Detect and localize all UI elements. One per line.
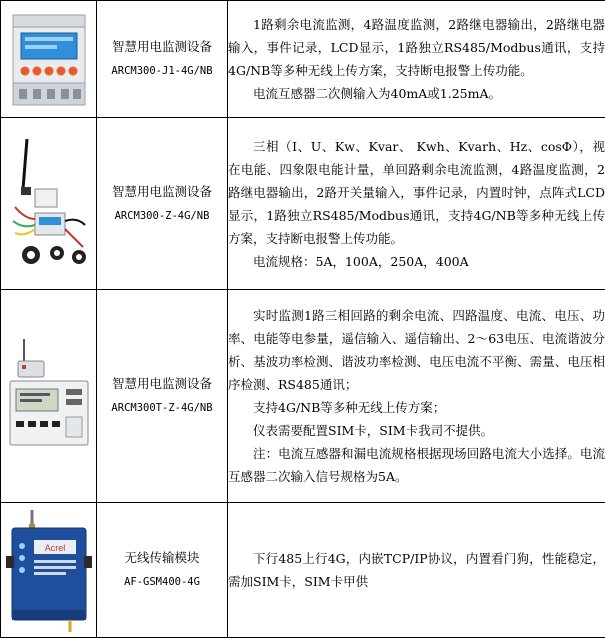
product-name-cell [97,290,228,503]
description-paragraph: 仪表需要配置SIM卡，SIM卡我司不提供。 [253,423,494,438]
product-image-cell [1,1,97,118]
description-paragraph: 下行485上行4G，内嵌TCP/IP协议，内置看门狗，性能稳定，需加SIM卡，SIM卡甲供 [228,551,605,589]
product-image-cell [1,118,97,290]
product-image-cell [1,503,97,638]
description-paragraph: 1路剩余电流监测，4路温度监测，2路继电器输出，2路继电器输入，事件记录，LCD显示，1路独立RS485/Modbus通讯，支持4G/NB等多种无线上传方案，支持断电报警上传功能。 [228,17,605,78]
table-row [1,118,605,290]
gsm-brand-label: Acrel [44,543,65,553]
product-description-cell [228,118,605,290]
product-model: AF-GSM400-4G [124,576,200,588]
description-paragraph: 支持4G/NB等多种无线上传方案； [253,400,446,415]
product-model: ARCM300-J1-4G/NB [111,65,213,77]
product-name-cell [97,118,228,290]
product-image-cell [1,290,97,503]
product-description-cell [228,503,605,638]
gsm-module-icon [4,506,94,634]
table-row [1,503,605,638]
product-model: ARCM300-Z-4G/NB [114,209,210,222]
product-model: ARCM300T-Z-4G/NB [111,402,213,414]
description-paragraph: 实时监测1路三相回路的剩余电流、四路温度、电流、电压、功率、电能等电参量，遥信输入、遥信输出、2～63电压、电流谐波分析、基波功率检测、谐波功率检测、电压电流不平衡、需量、电压相序检测、RS485通讯； [228,308,605,392]
table-row [1,290,605,503]
description-paragraph: 注：电流互感器和漏电流规格根据现场回路电流大小选择。电流互感器二次输入信号规格为5A。 [228,446,605,484]
product-name: 智慧用电监测设备 [111,39,212,54]
description-paragraph: 电流规格：5A，100A，250A，400A [253,253,469,269]
wired-meter-kit-icon [5,129,93,279]
description-paragraph: 电流互感器二次侧输入为40mA或1.25mA。 [253,86,501,101]
description-paragraph: 三相（I、U、Kw、Kvar、 Kwh、Kvarh、Hz、cosΦ），视在电能、四象限电能计量，单回路剩余电流监测，4路温度监测，2路继电器输出，2路开关量输入，事件记录，内置时钟，点阵式LCD显示，1路独立RS485/Modbus通讯，支持4G/NB等多种无线上传方案，支持断电报警上传功能。 [228,138,605,246]
din-rail-meter-icon [9,9,89,109]
table-row [1,1,605,118]
product-name-cell [97,1,228,118]
product-name-cell [97,503,228,638]
product-description-cell [228,290,605,503]
product-name: 智慧用电监测设备 [111,183,212,199]
product-name: 无线传输模块 [124,550,200,565]
product-name: 智慧用电监测设备 [111,376,212,391]
panel-meter-icon [6,331,92,461]
product-description-cell [228,1,605,118]
